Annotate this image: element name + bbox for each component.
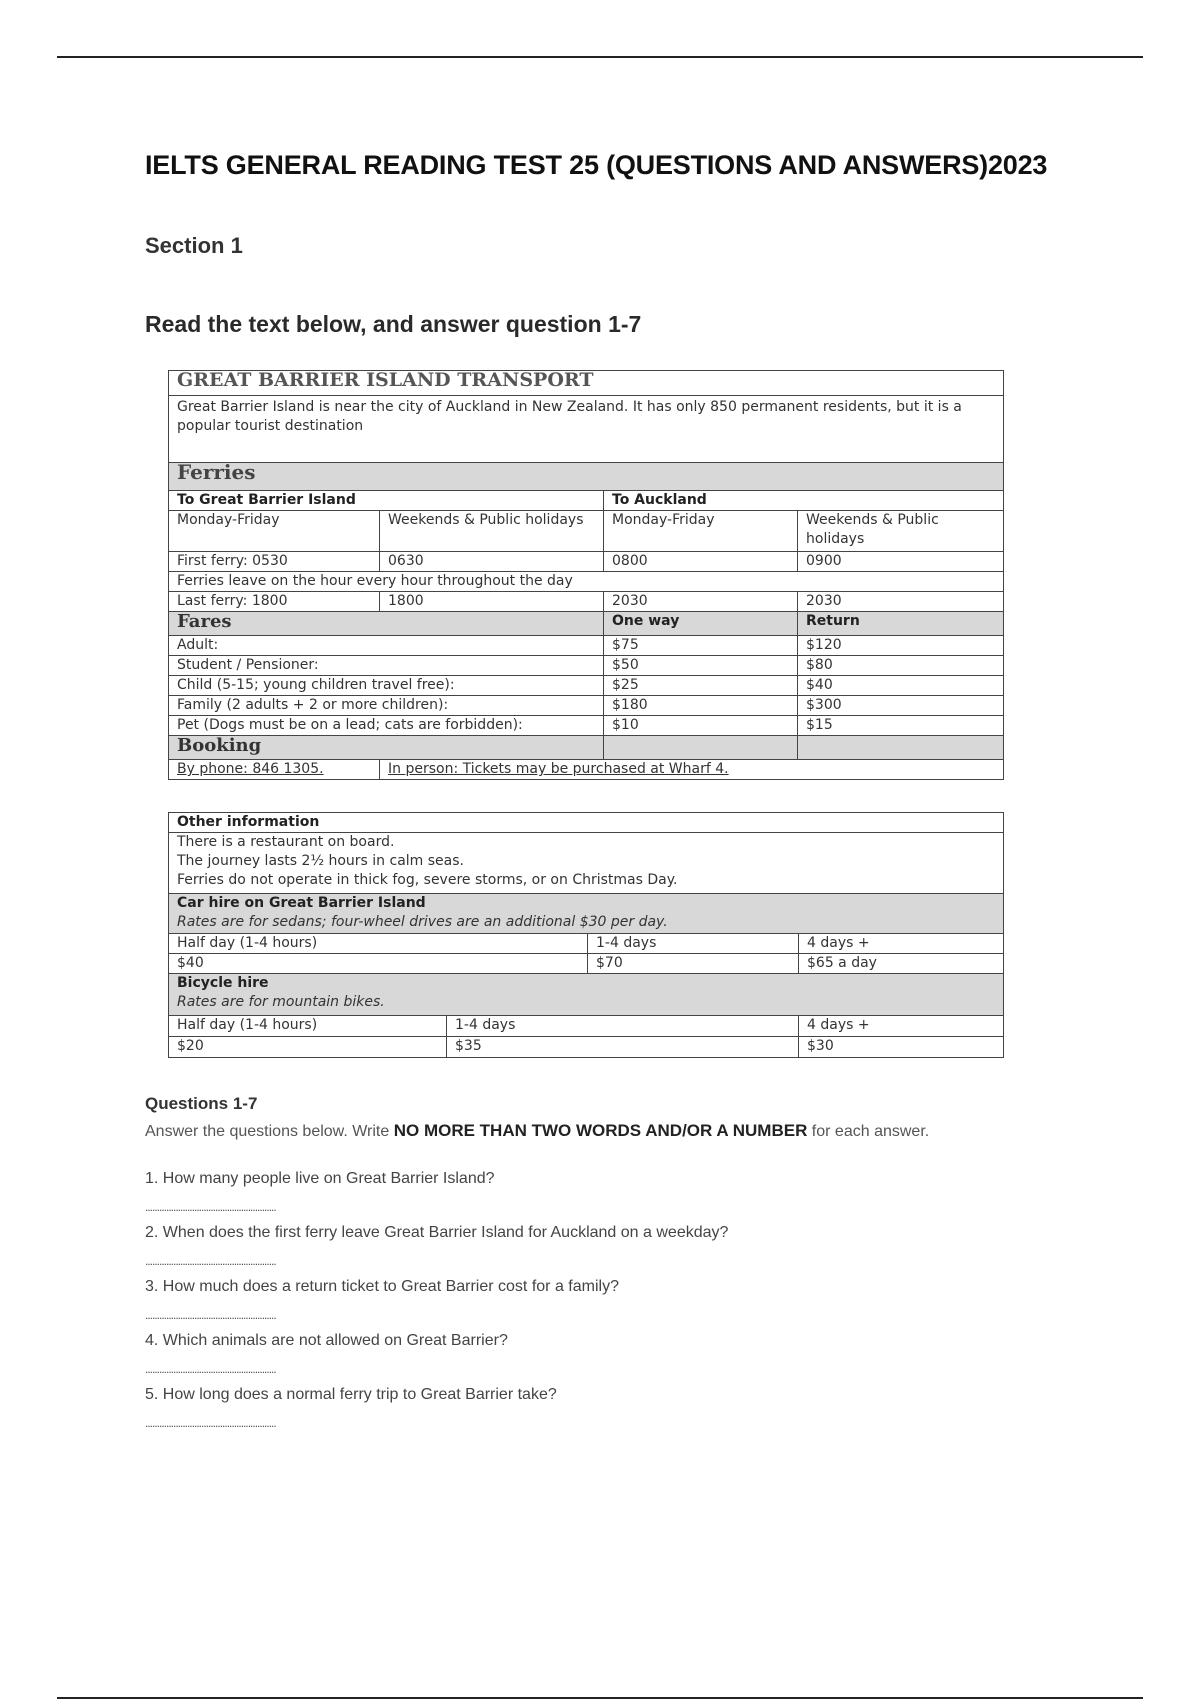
- car-hire-note: Rates are for sedans; four-wheel drives are an additional $30 per day.: [177, 914, 668, 930]
- ferries-heading: Ferries: [169, 463, 1004, 491]
- fare-one-way: $180: [604, 696, 798, 716]
- other-info-heading: Other information: [169, 813, 1004, 833]
- bicycle-hire-heading: Bicycle hire: [177, 975, 269, 991]
- question-4: 4. Which animals are not allowed on Great Barrier?: [145, 1332, 508, 1349]
- question-5: 5. How long does a normal ferry trip to Great Barrier take?: [145, 1386, 557, 1403]
- car-days-heading: 1-4 days: [588, 934, 799, 954]
- answer-line-2[interactable]: ........................................................: [145, 1254, 276, 1268]
- first-ferry-auckland-weekday: 0800: [604, 552, 798, 572]
- fare-label: Child (5-15; young children travel free):: [169, 676, 604, 696]
- fare-label: Adult:: [169, 636, 604, 656]
- car-days-price: $70: [588, 954, 799, 974]
- question-1: 1. How many people live on Great Barrier Island?: [145, 1170, 495, 1187]
- info-line: There is a restaurant on board.: [177, 834, 395, 850]
- top-rule: [57, 56, 1143, 58]
- fare-return: $300: [798, 696, 1004, 716]
- transport-table: [168, 370, 1004, 780]
- booking-empty-cell: [798, 736, 1004, 760]
- bike-half-day-price: $20: [169, 1037, 447, 1058]
- reading-instruction: Read the text below, and answer question 1-7: [145, 311, 642, 337]
- fare-return: $80: [798, 656, 1004, 676]
- bottom-rule: [57, 1697, 1143, 1699]
- other-info-lines: [169, 833, 1004, 894]
- fare-one-way: $10: [604, 716, 798, 736]
- col-weekend: Weekends & Public holidays: [380, 511, 604, 552]
- question-2: 2. When does the first ferry leave Great Barrier Island for Auckland on a weekday?: [145, 1224, 729, 1241]
- car-four-days-price: $65 a day: [799, 954, 1004, 974]
- last-ferry: Last ferry: 1800: [169, 592, 380, 612]
- fare-return: $15: [798, 716, 1004, 736]
- questions-heading: Questions 1-7: [145, 1094, 258, 1113]
- fare-one-way: $25: [604, 676, 798, 696]
- instr-pre: Answer the questions below. Write: [145, 1123, 394, 1140]
- fare-return: $120: [798, 636, 1004, 656]
- first-ferry-auckland-weekend: 0900: [798, 552, 1004, 572]
- booking-phone: By phone: 846 1305.: [169, 760, 380, 780]
- answer-line-4[interactable]: ........................................................: [145, 1362, 276, 1376]
- transport-intro: Great Barrier Island is near the city of Auckland in New Zealand. It has only 850 permanent residents, but it is a popular tourist destination: [169, 396, 1004, 463]
- answer-line-5[interactable]: ........................................................: [145, 1416, 276, 1430]
- car-half-day-heading: Half day (1-4 hours): [169, 934, 588, 954]
- col-weekday-auckland: Monday-Friday: [604, 511, 798, 552]
- page-title: IELTS GENERAL READING TEST 25 (QUESTIONS AND ANSWERS)2023: [145, 150, 1048, 180]
- fare-label: Student / Pensioner:: [169, 656, 604, 676]
- bike-four-days-heading: 4 days +: [799, 1016, 1004, 1037]
- bike-days-heading: 1-4 days: [447, 1016, 799, 1037]
- questions-instruction: [145, 1121, 929, 1141]
- section-heading: Section 1: [145, 233, 243, 258]
- question-3: 3. How much does a return ticket to Great Barrier cost for a family?: [145, 1278, 619, 1295]
- bicycle-hire-note: Rates are for mountain bikes.: [177, 994, 385, 1010]
- car-hire-header: [169, 894, 1004, 934]
- info-line: The journey lasts 2½ hours in calm seas.: [177, 853, 464, 869]
- to-auckland-heading: To Auckland: [604, 491, 1004, 511]
- one-way-heading: One way: [604, 612, 798, 636]
- bike-half-day-heading: Half day (1-4 hours): [169, 1016, 447, 1037]
- fare-label: Family (2 adults + 2 or more children):: [169, 696, 604, 716]
- bicycle-hire-header: [169, 974, 1004, 1016]
- fares-heading: Fares: [169, 612, 604, 636]
- booking-heading: Booking: [169, 736, 604, 760]
- fare-return: $40: [798, 676, 1004, 696]
- first-ferry: First ferry: 0530: [169, 552, 380, 572]
- info-line: Ferries do not operate in thick fog, severe storms, or on Christmas Day.: [177, 872, 678, 888]
- booking-in-person: In person: Tickets may be purchased at Wharf 4.: [380, 760, 1004, 780]
- col-weekend-auckland: Weekends & Public holidays: [798, 511, 1004, 552]
- to-island-heading: To Great Barrier Island: [169, 491, 604, 511]
- other-info-table: [168, 812, 1004, 1058]
- instr-bold: NO MORE THAN TWO WORDS AND/OR A NUMBER: [393, 1121, 808, 1140]
- car-half-day-price: $40: [169, 954, 588, 974]
- car-hire-heading: Car hire on Great Barrier Island: [177, 895, 426, 911]
- last-ferry-auckland-weekend: 2030: [798, 592, 1004, 612]
- first-ferry-weekend: 0630: [380, 552, 604, 572]
- answer-line-3[interactable]: ........................................................: [145, 1308, 276, 1322]
- col-weekday: Monday-Friday: [169, 511, 380, 552]
- bike-four-days-price: $30: [799, 1037, 1004, 1058]
- fare-one-way: $75: [604, 636, 798, 656]
- hourly-note: Ferries leave on the hour every hour throughout the day: [169, 572, 1004, 592]
- instr-post: for each answer.: [807, 1123, 930, 1140]
- car-four-days-heading: 4 days +: [799, 934, 1004, 954]
- answer-line-1[interactable]: ........................................................: [145, 1200, 276, 1214]
- transport-heading: GREAT BARRIER ISLAND TRANSPORT: [169, 371, 1004, 396]
- return-heading: Return: [798, 612, 1004, 636]
- fare-one-way: $50: [604, 656, 798, 676]
- fare-label: Pet (Dogs must be on a lead; cats are forbidden):: [169, 716, 604, 736]
- last-ferry-auckland-weekday: 2030: [604, 592, 798, 612]
- booking-empty-cell: [604, 736, 798, 760]
- last-ferry-weekend: 1800: [380, 592, 604, 612]
- bike-days-price: $35: [447, 1037, 799, 1058]
